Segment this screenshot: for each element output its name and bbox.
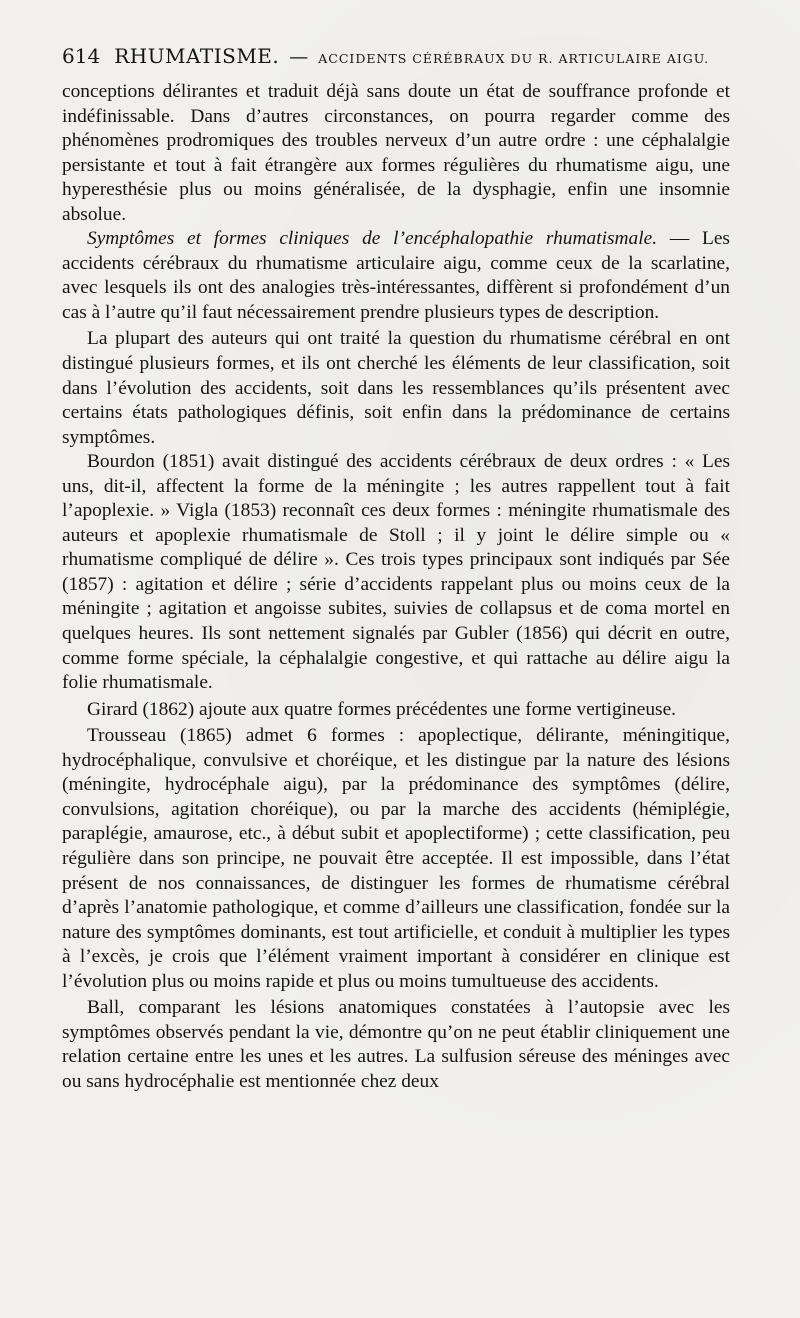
body-text [62,80,730,1094]
paragraph-1: conceptions délirantes et traduit déjà sans doute un état de souffrance profonde et indéfinissable. Dans d’autres circonstances, on pourra regarder comme des phénomènes prodromiques des troubles nerveux d’un autre ordre : une céphalalgie persistante et tout à fait étrangère aux formes régulières du rhumatisme aigu, une hyperesthésie plus ou moins généralisée, de la dysphagie, enfin une insomnie absolue. [62,81,730,225]
section-heading: Symptômes et formes cliniques de l’encéphalopathie rhumatismale. [87,228,658,250]
paragraph-7: Ball, comparant les lésions anatomiques constatées à l’autopsie avec les symptômes observés pendant la vie, démontre qu’on ne peut établir cliniquement une relation certaine entre les unes et les autres. La sulfusion séreuse des méninges avec ou sans hydrocéphalie est mentionnée chez deux [62,997,730,1092]
running-header [62,44,730,74]
paragraph-2-text: — Les accidents cérébraux du rhumatisme articulaire aigu, comme ceux de la scarlatine, avec lesquels ils ont des analogies très-intéressantes, diffèrent si profondément d’un cas à l’autre qu’il faut nécessairement prendre plusieurs types de description. [62,228,730,323]
paragraph-5: Girard (1862) ajoute aux quatre formes précédentes une forme vertigineuse. [87,698,677,720]
paragraph-6: Trousseau (1865) admet 6 formes : apoplectique, délirante, méningitique, hydrocéphalique, convulsive et choréique, et les distingue par la nature des lésions (méningite, hydrocéphale aigu), par la prédominance des symptômes (délire, convulsions, agitation choréique), ou par la marche des accidents (hémiplégie, paraplégie, amaurose, etc., à début subit et apoplectiforme) ; cette classification, peu régulière dans son principe, ne pouvait être acceptée. Il est impossible, dans l’état présent de nos connaissances, de distinguer les formes de rhumatisme cérébral d’après l’anatomie pathologique, et comme d’ailleurs une classification, fondée sur la nature des symptômes dominants, est tout artificielle, et conduit à multiplier les types à l’excès, je crois que l’élément vraiment important à considérer en clinique est l’évolution plus ou moins rapide et plus ou moins tumultueuse des accidents. [62,725,730,992]
running-subtitle: ACCIDENTS CÉRÉBRAUX DU R. ARTICULAIRE AIGU. [318,51,710,66]
running-title: RHUMATISME. [114,44,280,68]
paragraph-2 [62,227,730,325]
page-number: 614 [62,44,101,68]
paragraph-3: La plupart des auteurs qui ont traité la question du rhumatisme cérébral en ont distingué plusieurs formes, et ils ont cherché les éléments de leur classification, soit dans l’évolution des accidents, soit dans les ressemblances qu’ils présentent avec certains états pathologiques définis, soit enfin dans la prédominance de certains symptômes. [62,328,730,448]
header-dash: — [289,46,309,68]
paragraph-4: Bourdon (1851) avait distingué des accidents cérébraux de deux ordres : « Les uns, dit-il, affectent la forme de la méningite ; les autres rappellent tout à fait l’apoplexie. » Vigla (1853) reconnaît ces deux formes : méningite rhumatismale des auteurs et apoplexie rhumatismale de Stoll ; il y joint le délire simple ou « rhumatisme compliqué de délire ». Ces trois types principaux sont indiqués par Sée (1857) : agitation et délire ; série d’accidents rappelant plus ou moins ceux de la méningite ; agitation et angoisse subites, suivies de collapsus et de coma mortel en quelques heures. Ils sont nettement signalés par Gubler (1856) qui décrit en outre, comme forme spéciale, la céphalalgie congestive, et qui rattache au délire aigu la folie rhumatismale. [62,451,730,694]
